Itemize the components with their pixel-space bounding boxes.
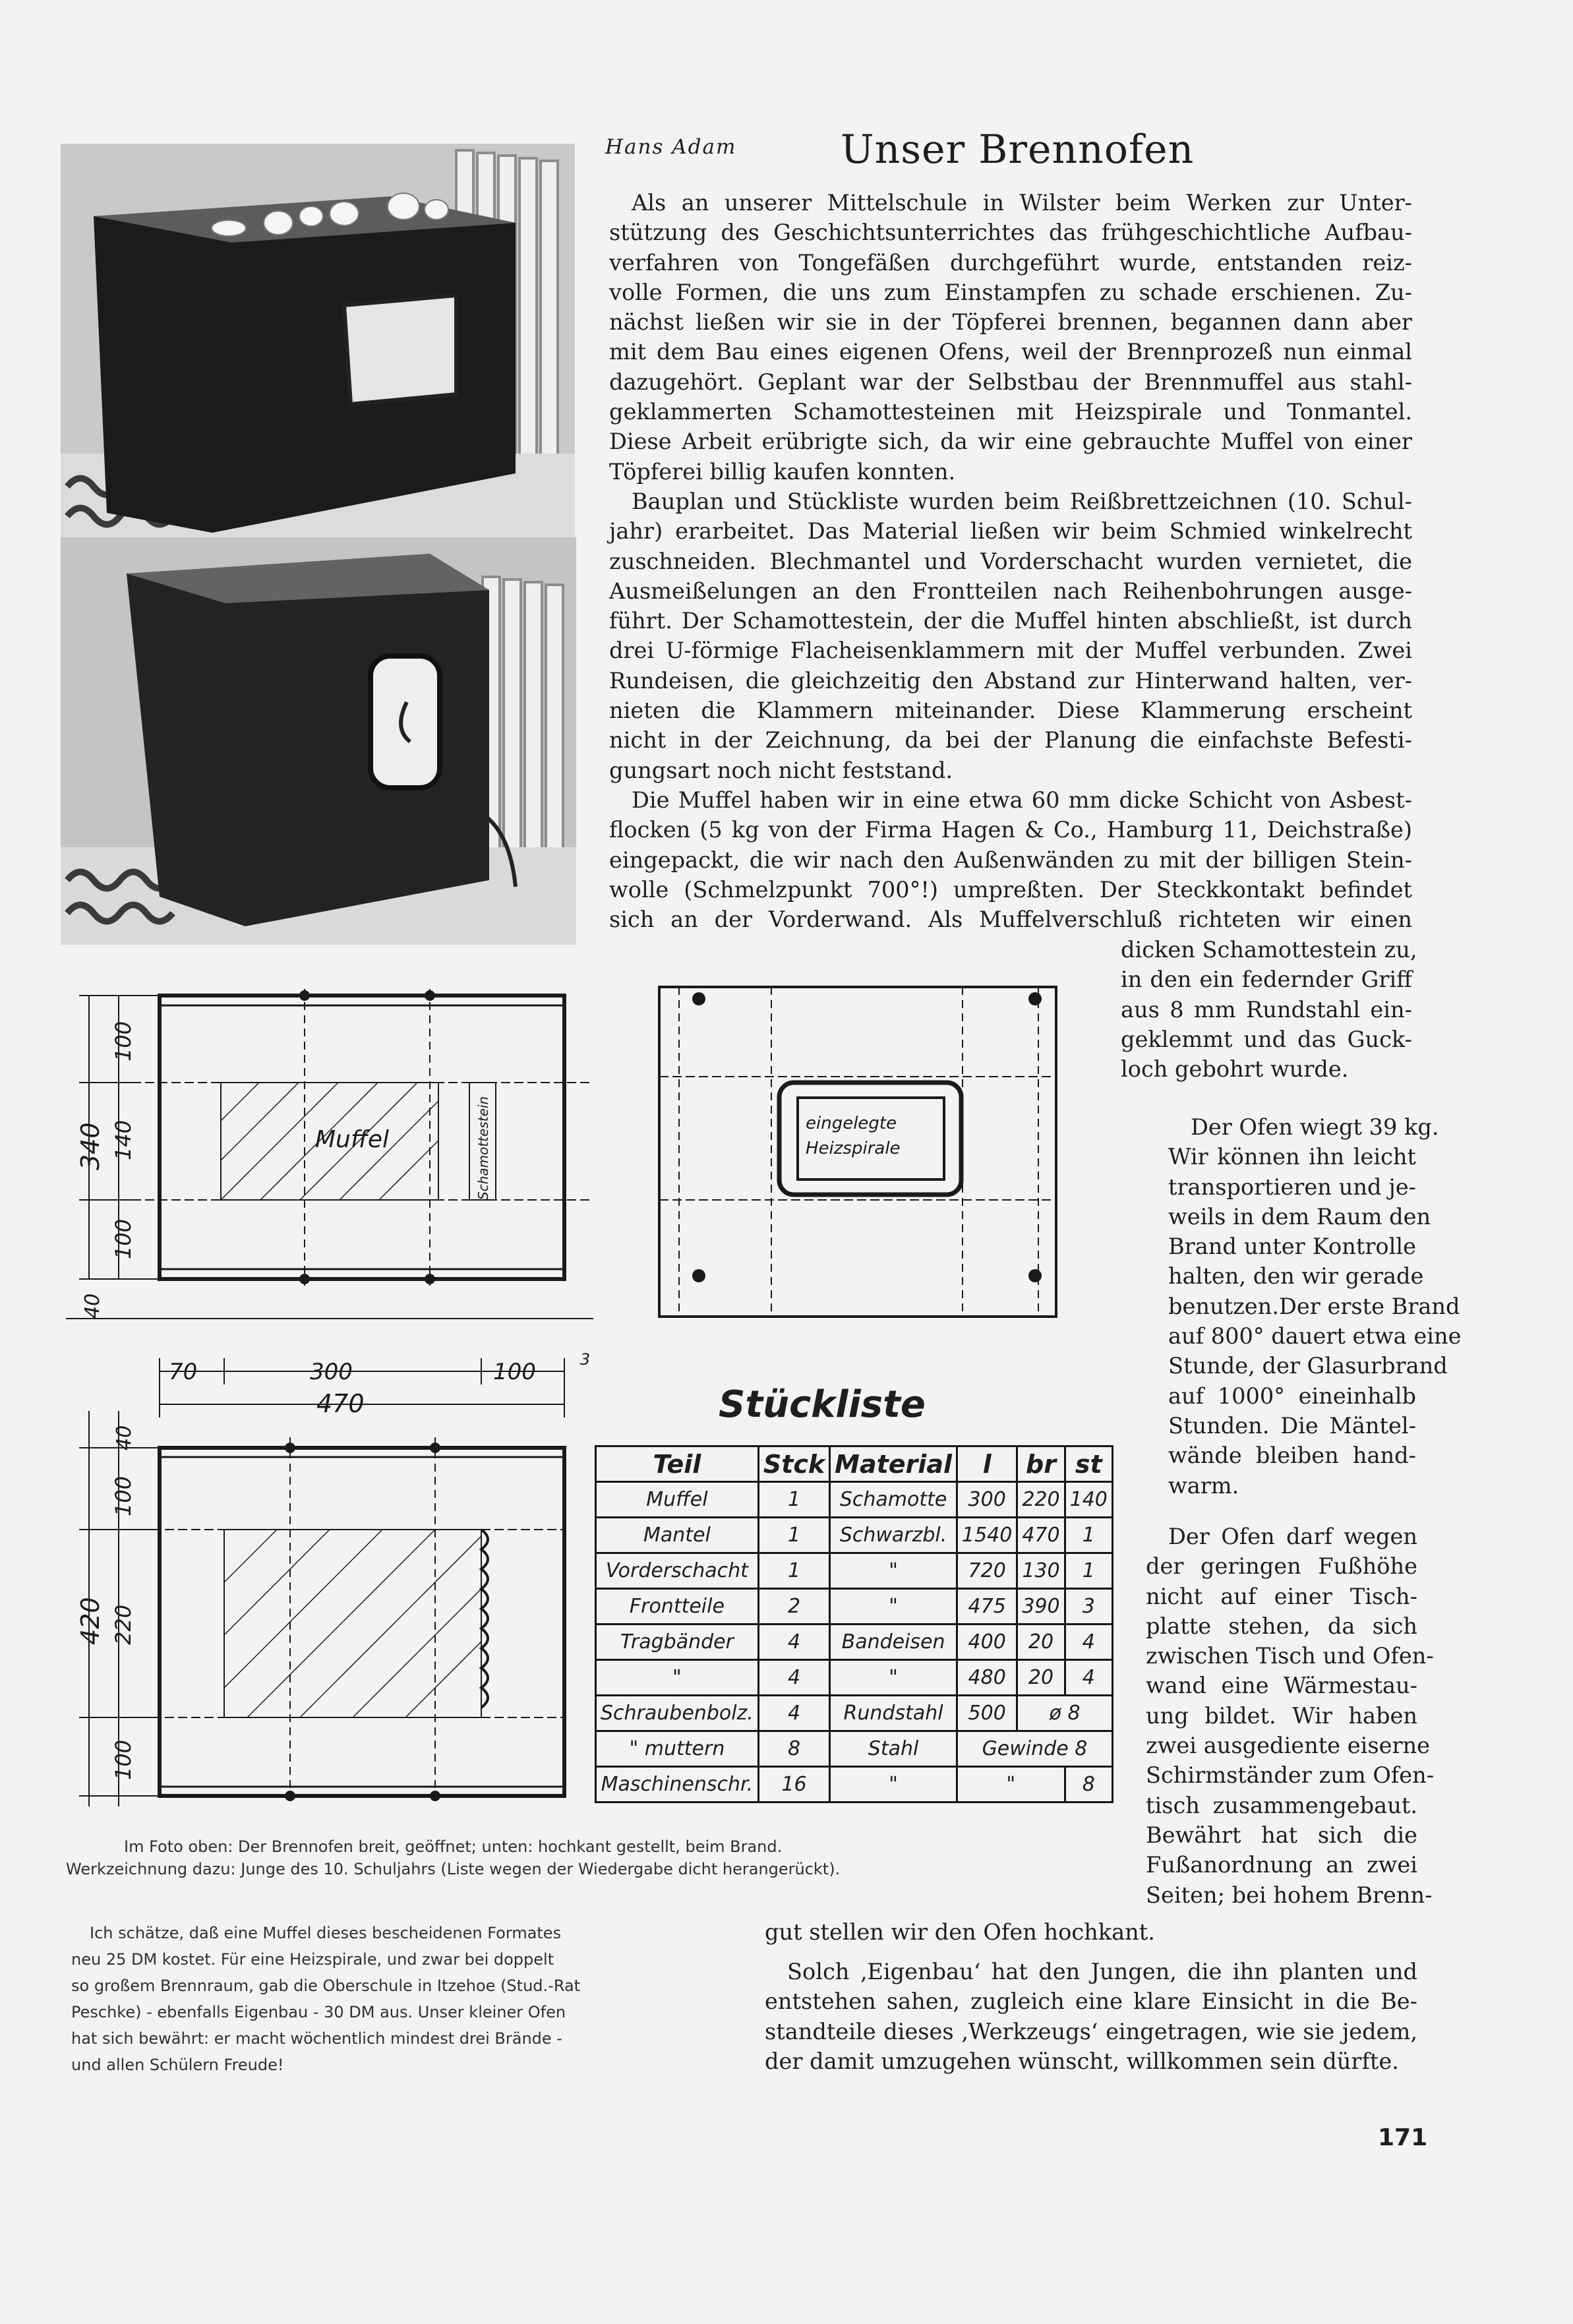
table-cell: 720	[957, 1553, 1017, 1589]
text-line: Brand unter Kontrolle	[1168, 1234, 1416, 1260]
text-line: loch gebohrt wurde.	[1121, 1056, 1349, 1083]
paragraph-5-end	[765, 1917, 1417, 1947]
paragraph-6	[765, 1957, 1417, 2076]
text-line: der geringen Fußhöhe	[1146, 1553, 1417, 1580]
table-cell: 3	[1065, 1589, 1112, 1624]
caption-line: Werkzeichnung dazu: Junge des 10. Schuljahrs (Liste wegen der Wiedergabe dicht herangerückt).	[66, 1860, 841, 1878]
table-row	[596, 1660, 1113, 1696]
text-line: eingepackt, die wir nach den Außenwänden zu mit der billigen Stein-	[609, 847, 1412, 873]
table-cell: "	[830, 1589, 957, 1624]
text-line: auf 800° dauert etwa eine	[1168, 1323, 1462, 1350]
side-note	[71, 1920, 730, 2078]
column-header: Material	[830, 1446, 957, 1482]
text-line: nicht auf einer Tisch-	[1146, 1583, 1417, 1609]
dimension-label: 300	[310, 1359, 353, 1385]
dimension-label: 100	[111, 1218, 136, 1259]
table-cell: Tragbänder	[596, 1624, 759, 1660]
parts-list-title: Stückliste	[719, 1383, 926, 1426]
text-line: zwei ausgediente eiserne	[1146, 1733, 1430, 1759]
column-header: br	[1017, 1446, 1065, 1482]
text-line: weils in dem Raum den	[1168, 1203, 1431, 1230]
table-cell: 1	[758, 1518, 829, 1553]
text-line: der damit umzugehen wünscht, willkommen sein dürfte.	[765, 2048, 1399, 2074]
page-number: 171	[1378, 2124, 1428, 2151]
text-line: Seiten; bei hohem Brenn-	[1146, 1882, 1433, 1908]
table-cell: ø 8	[1017, 1696, 1113, 1731]
text-line: Rundeisen, die gleichzeitig den Abstand zur Hinterwand halten, ver-	[609, 667, 1412, 694]
note-line: neu 25 DM kostet. Für eine Heizspirale, und zwar bei doppelt	[71, 1950, 554, 1969]
table-cell: 4	[1065, 1660, 1112, 1696]
text-line: flocken (5 kg von der Firma Hagen & Co., Hamburg 11, Deichstraße)	[609, 817, 1412, 843]
table-cell: Schamotte	[830, 1482, 957, 1518]
text-line: nicht in der Zeichnung, da bei der Planung die einfachste Befesti-	[609, 727, 1412, 754]
table-cell: "	[830, 1553, 957, 1589]
dimension-label: 100	[493, 1359, 536, 1385]
text-line: Bewährt hat sich die	[1146, 1822, 1417, 1848]
text-line: benutzen.Der erste Brand	[1168, 1293, 1460, 1319]
text-line: Töpferei billig kaufen konnten.	[609, 458, 956, 485]
text-line: Solch ‚Eigenbau‘ hat den Jungen, die ihn planten und	[787, 1959, 1417, 1984]
column-header: Stck	[758, 1446, 829, 1482]
text-line: wolle (Schmelzpunkt 700°!) umpreßten. Der Steckkontakt befindet	[609, 876, 1412, 903]
dimension-label: 70	[169, 1359, 198, 1385]
text-line: zwischen Tisch und Ofen-	[1146, 1643, 1434, 1669]
table-cell: "	[830, 1767, 957, 1803]
table-row	[596, 1589, 1113, 1624]
table-cell: 20	[1017, 1660, 1065, 1696]
caption-line: Im Foto oben: Der Brennofen breit, geöffnet; unten: hochkant gestellt, beim Brand.	[124, 1837, 783, 1856]
text-line: entstehen sahen, zugleich eine klare Einsicht in die Be-	[765, 1988, 1417, 2015]
label-schamottestein: Schamottestein	[475, 1096, 491, 1200]
table-cell: 400	[957, 1624, 1017, 1660]
table-cell: 20	[1017, 1624, 1065, 1660]
text-line: mit dem Bau eines eigenen Ofens, weil der Brennprozeß nun einmal	[609, 339, 1412, 365]
label-muffel: Muffel	[315, 1126, 390, 1153]
text-line: nieten die Klammern miteinander. Diese Klammerung erscheint	[609, 698, 1412, 724]
text-line: Bauplan und Stückliste wurden beim Reißbrettzeichnen (10. Schul-	[632, 489, 1412, 514]
text-line: platte stehen, da sich	[1146, 1613, 1417, 1639]
author: Hans Adam	[605, 135, 737, 159]
text-line: Stunden. Die Mäntel-	[1168, 1412, 1416, 1439]
table-cell: 140	[1065, 1482, 1112, 1518]
table-cell: Vorderschacht	[596, 1553, 759, 1589]
text-line: Der Ofen wiegt 39 kg.	[1191, 1114, 1439, 1140]
table-cell: 1	[758, 1482, 829, 1518]
text-line: Als an unserer Mittelschule in Wilster beim Werken zur Unter-	[632, 190, 1412, 216]
text-line: auf 1000° eineinhalb	[1168, 1383, 1416, 1409]
table-cell: 475	[957, 1589, 1017, 1624]
table-cell: Rundstahl	[830, 1696, 957, 1731]
table-cell: Maschinenschr.	[596, 1767, 759, 1803]
table-cell: "	[830, 1660, 957, 1696]
dimension-label: 3	[580, 1350, 591, 1369]
text-line: Schirmständer zum Ofen-	[1146, 1762, 1435, 1789]
table-cell: 500	[957, 1696, 1017, 1731]
label-heizspirale-2: Heizspirale	[806, 1139, 901, 1158]
text-line: zuschneiden. Blechmantel und Vorderschacht wurden vernietet, die	[609, 548, 1412, 574]
table-cell: 300	[957, 1482, 1017, 1518]
dimension-label: 100	[111, 1475, 136, 1516]
text-line: sich an der Vorderwand. Als Muffelverschluß richteten wir einen	[609, 907, 1412, 933]
text-line: tisch zusammengebaut.	[1146, 1792, 1417, 1818]
text-line: geklemmt und das Guck-	[1121, 1026, 1412, 1052]
table-cell: 4	[758, 1660, 829, 1696]
text-line: Stunde, der Glasurbrand	[1168, 1353, 1448, 1379]
parts-list-table	[595, 1445, 1113, 1803]
table-cell: 1	[1065, 1553, 1112, 1589]
table-cell: Mantel	[596, 1518, 759, 1553]
text-line: nächst ließen wir sie in der Töpferei brennen, begannen dann aber	[609, 309, 1412, 336]
dimension-label: 140	[111, 1119, 136, 1160]
table-cell: 8	[1065, 1767, 1112, 1803]
text-line: jahr) erarbeitet. Das Material ließen wir beim Schmied winkelrecht	[609, 518, 1412, 545]
table-cell: 16	[758, 1767, 829, 1803]
text-line: führt. Der Schamottestein, der die Muffel hinten abschließt, ist durch	[609, 608, 1412, 634]
table-cell: 480	[957, 1660, 1017, 1696]
table-header-row	[596, 1446, 1113, 1482]
text-line: wand eine Wärmestau-	[1146, 1673, 1417, 1699]
table-cell: 220	[1017, 1482, 1065, 1518]
dimension-label: 420	[76, 1597, 105, 1645]
table-cell: 4	[1065, 1624, 1112, 1660]
table-cell: Stahl	[830, 1731, 957, 1767]
text-line: wände bleiben hand-	[1168, 1443, 1416, 1469]
text-line: drei U-förmige Flacheisenklammern mit der Muffel verbunden. Zwei	[609, 638, 1412, 664]
note-line: Ich schätze, daß eine Muffel dieses bescheidenen Formates	[90, 1924, 562, 1942]
table-cell: 390	[1017, 1589, 1065, 1624]
table-cell: 1	[1065, 1518, 1112, 1553]
table-cell: Bandeisen	[830, 1624, 957, 1660]
text-line: verfahren von Tongefäßen durchgeführt wurde, entstanden reiz-	[609, 249, 1412, 276]
note-line: hat sich bewährt: er macht wöchentlich mindest drei Brände -	[71, 2029, 562, 2048]
text-line: gungsart noch nicht feststand.	[609, 757, 953, 783]
table-cell: 4	[758, 1624, 829, 1660]
table-row	[596, 1696, 1113, 1731]
table-row	[596, 1731, 1113, 1767]
dimension-label: 40	[81, 1293, 104, 1319]
dimension-label: 100	[111, 1021, 136, 1061]
table-cell: 1540	[957, 1518, 1017, 1553]
dimension-label: 340	[76, 1122, 105, 1170]
text-line: gut stellen wir den Ofen hochkant.	[765, 1919, 1155, 1945]
table-cell: Frontteile	[596, 1589, 759, 1624]
table-row	[596, 1518, 1113, 1553]
table-cell: Gewinde 8	[957, 1731, 1112, 1767]
table-row	[596, 1767, 1113, 1803]
text-line: warm.	[1168, 1472, 1239, 1499]
paragraph-5	[1146, 1522, 1435, 1910]
text-line: in den ein federnder Griff	[1121, 967, 1412, 993]
note-line: Peschke) - ebenfalls Eigenbau - 30 DM aus. Unser kleiner Ofen	[71, 2003, 566, 2021]
table-cell: 4	[758, 1696, 829, 1731]
table-cell: 1	[758, 1553, 829, 1589]
table-cell: Schraubenbolz.	[596, 1696, 759, 1731]
table-cell: "	[596, 1660, 759, 1696]
table-cell: 130	[1017, 1553, 1065, 1589]
dimension-label: 40	[113, 1425, 136, 1450]
text-line: stützung des Geschichtsunterrichtes das frühgeschichtliche Aufbau-	[609, 220, 1412, 246]
text-line: Wir können ihn leicht	[1168, 1144, 1416, 1170]
column-header: st	[1065, 1446, 1112, 1482]
text-line: standteile dieses ‚Werkzeugs‘ eingetragen, wie sie jedem,	[765, 2018, 1417, 2044]
column-header: l	[957, 1446, 1017, 1482]
dimension-label: 100	[111, 1739, 136, 1780]
text-line: Fußanordnung an zwei	[1146, 1852, 1417, 1878]
table-row	[596, 1553, 1113, 1589]
note-line: so großem Brennraum, gab die Oberschule in Itzehoe (Stud.-Rat	[71, 1977, 581, 1995]
paragraph-3-continued	[1121, 935, 1417, 1084]
table-row	[596, 1624, 1113, 1660]
text-line: aus 8 mm Rundstahl ein-	[1121, 996, 1412, 1023]
text-line: Die Muffel haben wir in eine etwa 60 mm dicke Schicht von Asbest-	[632, 787, 1412, 813]
text-line: geklammerten Schamottesteinen mit Heizspirale und Tonmantel.	[609, 399, 1412, 425]
text-line: dazugehört. Geplant war der Selbstbau der Brennmuffel aus stahl-	[609, 369, 1412, 395]
text-line: Ausmeißelungen an den Frontteilen nach Reihenbohrungen ausge-	[609, 578, 1412, 604]
figure-caption	[66, 1835, 1094, 1880]
table-cell: 2	[758, 1589, 829, 1624]
table-cell: 8	[758, 1731, 829, 1767]
table-row	[596, 1482, 1113, 1518]
dimension-label: 470	[316, 1389, 365, 1418]
table-cell: Muffel	[596, 1482, 759, 1518]
note-line: und allen Schülern Freude!	[71, 2056, 284, 2074]
dimension-label: 220	[111, 1604, 136, 1645]
table-cell: 470	[1017, 1518, 1065, 1553]
text-line: volle Formen, die uns zum Einstampfen zu schade erschienen. Zu-	[609, 279, 1412, 305]
table-cell: "	[957, 1767, 1065, 1803]
column-header: Teil	[596, 1446, 759, 1482]
text-line: transportieren und je-	[1168, 1174, 1416, 1200]
text-line: Der Ofen darf wegen	[1168, 1524, 1417, 1549]
text-line: Diese Arbeit erübrigte sich, da wir eine gebrauchte Muffel von einer	[609, 429, 1412, 455]
text-line: ung bildet. Wir haben	[1146, 1702, 1417, 1729]
label-heizspirale-1: eingelegte	[806, 1114, 897, 1133]
paragraph-4	[1168, 1112, 1462, 1501]
table-cell: " muttern	[596, 1731, 759, 1767]
text-line: dicken Schamottestein zu,	[1121, 937, 1417, 963]
article-title: Unser Brennofen	[841, 127, 1195, 173]
text-line: halten, den wir gerade	[1168, 1263, 1424, 1290]
table-cell: Schwarzbl.	[830, 1518, 957, 1553]
